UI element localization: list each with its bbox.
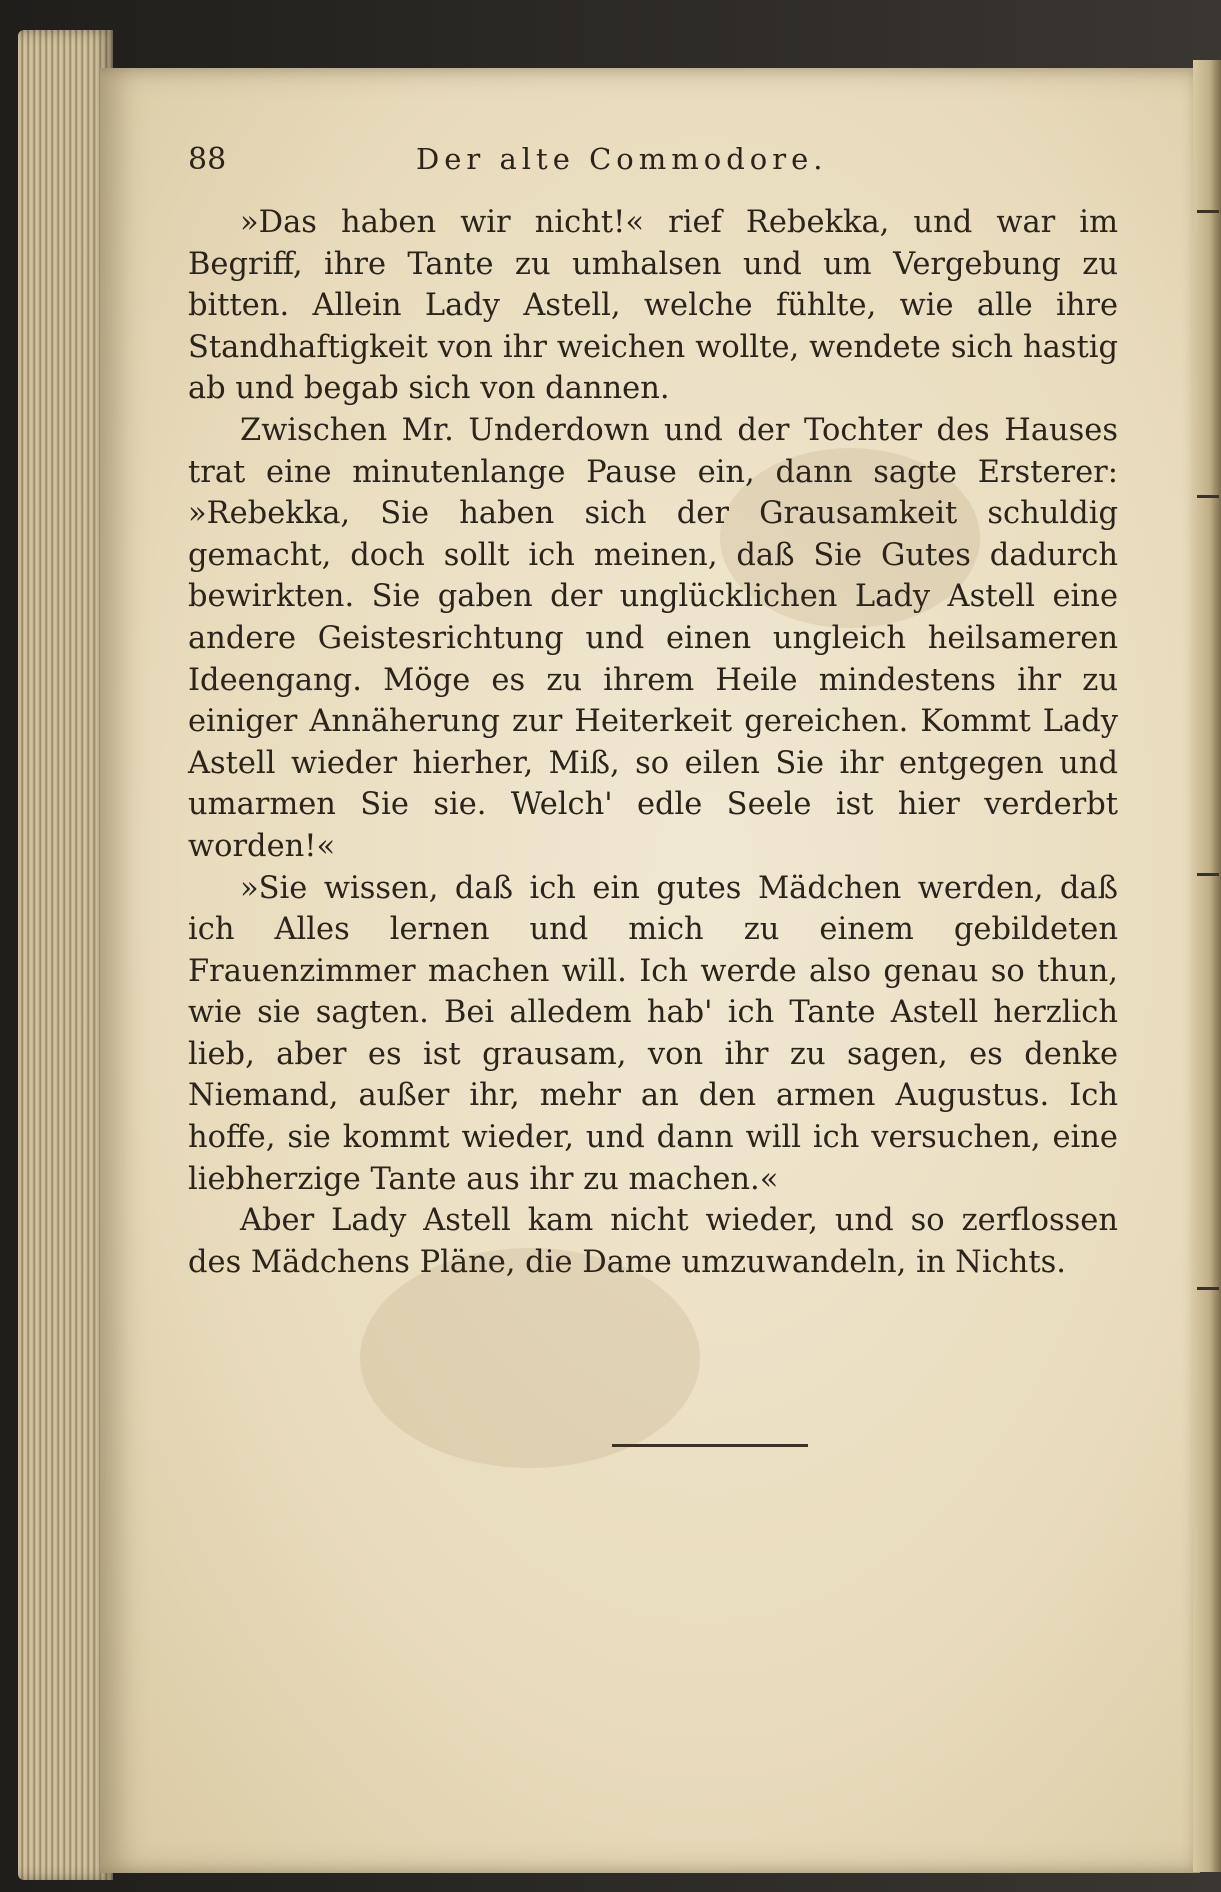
paragraph: Zwischen Mr. Underdown und der Tochter des Hauses trat eine minutenlange Pause ein, dann sagte Ersterer: »Rebekka, Sie haben sich der Grausamkeit schuldig gemacht, doch sollt ich meinen, daß Sie Gutes dadurch bewirkten. Sie gaben der unglücklichen Lady Astell eine andere Geistesrichtung und einen ungleich heilsameren Ideengang. Möge es zu ihrem Heile mindestens ihr zu einiger Annäherung zur Heiterkeit gereichen. Kommt Lady Astell wieder hierher, Miß, so eilen Sie ihr entgegen und umarmen Sie sie. Welch' edle Seele ist hier verderbt worden!« xyxy=(188,412,1118,864)
page-text xyxy=(188,142,1118,1283)
paragraph: »Das haben wir nicht!« rief Rebekka, und war im Begriff, ihre Tante zu umhalsen und um Vergebung zu bitten. Allein Lady Astell, welche fühlte, wie alle ihre Standhaftigkeit von ihr weichen wollte, wendete sich hastig ab und begab sich von dannen. xyxy=(188,205,1118,407)
running-head xyxy=(188,142,1118,202)
page-fore-edge xyxy=(1193,60,1221,1872)
page-number: 88 xyxy=(188,142,227,177)
edge-mark xyxy=(1197,210,1219,213)
paragraph: »Sie wissen, daß ich ein gutes Mädchen werden, daß ich Alles lernen und mich zu einem gebildeten Frauenzimmer machen will. Ich werde also genau so thun, wie sie sagten. Bei alledem hab' ich Tante Astell herzlich lieb, aber es ist grausam, von ihr zu sagen, es denke Niemand, außer ihr, mehr an den armen Augustus. Ich hoffe, sie kommt wieder, und dann will ich versuchen, eine liebherzige Tante aus ihr zu machen.« xyxy=(188,870,1118,1197)
book-binding-edge xyxy=(18,30,113,1880)
edge-mark xyxy=(1197,495,1219,498)
edge-mark xyxy=(1197,873,1219,876)
running-title: Der alte Commodore. xyxy=(416,142,828,176)
edge-mark xyxy=(1197,1287,1219,1290)
paragraph: Aber Lady Astell kam nicht wieder, und so zerflossen des Mädchens Pläne, die Dame umzuwandeln, in Nichts. xyxy=(188,1203,1118,1280)
chapter-end-rule xyxy=(612,1444,808,1447)
